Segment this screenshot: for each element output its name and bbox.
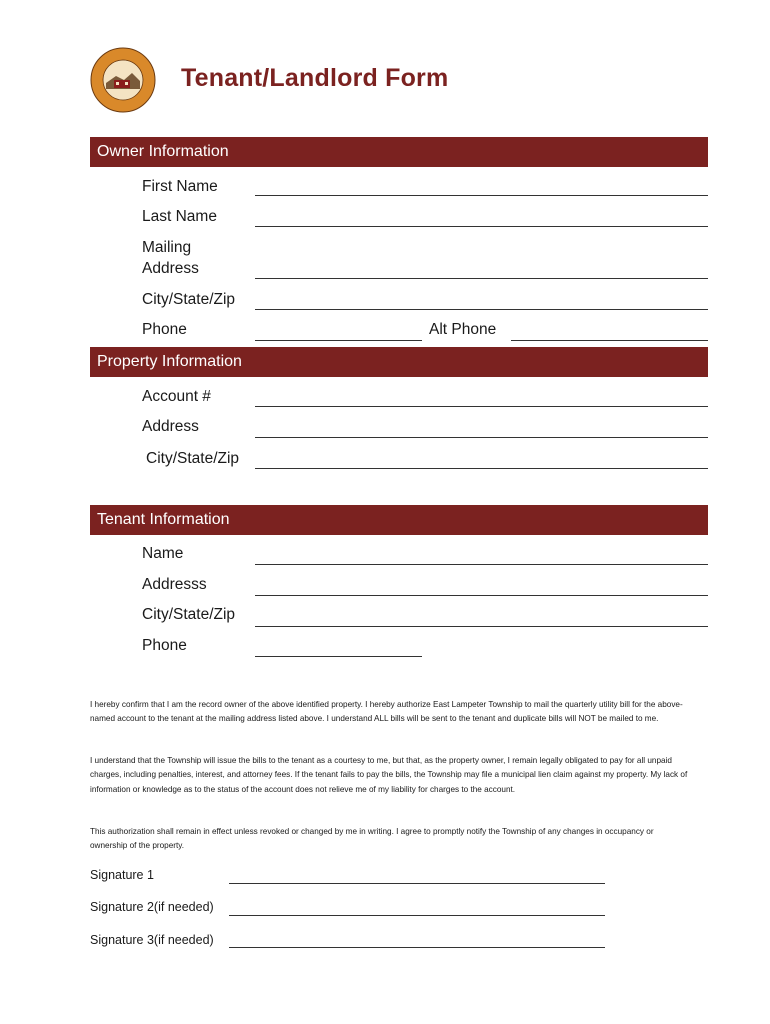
property-address-field[interactable] <box>255 437 708 438</box>
tenant-information-heading: Tenant Information <box>90 505 708 535</box>
obligation-paragraph: I understand that the Township will issue the bills to the tenant as a courtesy to me, but that, as the property owner, I remain legally obligated to pay for all unpaid charges, including penalties, interest, and attorney fees. If the tenant fails to pay the bills, the Township may file a municipal lien claim against my property. My lack of information or knowledge as to the status of the account does not relieve me of my liability for charges to the account. <box>90 756 688 794</box>
township-seal-logo <box>90 47 156 113</box>
tenant-name-field[interactable] <box>255 564 708 565</box>
tenant-phone-label: Phone <box>142 637 187 654</box>
property-address-label: Address <box>142 418 199 435</box>
authorization-paragraph: I hereby confirm that I am the record owner of the above identified property. I hereby authorize East Lampeter Township to mail the quarterly utility bill for the above-named account to the tenant at the mailing address listed above. I understand ALL bills will be sent to the tenant and duplicate bills will NOT be mailed to me. <box>90 700 683 724</box>
property-information-heading: Property Information <box>90 347 708 377</box>
owner-phone-field[interactable] <box>255 340 422 341</box>
property-city-state-zip-field[interactable] <box>255 468 708 469</box>
tenant-city-state-zip-label: City/State/Zip <box>142 606 236 623</box>
tenant-name-label: Name <box>142 545 184 562</box>
signature-1-label: Signature 1 <box>90 868 154 882</box>
signature-2-field[interactable] <box>229 915 605 916</box>
signature-1-field[interactable] <box>229 883 605 884</box>
alt-phone-label: Alt Phone <box>429 321 497 338</box>
account-number-field[interactable] <box>255 406 708 407</box>
signature-3-field[interactable] <box>229 947 605 948</box>
page-title: Tenant/Landlord Form <box>181 64 449 92</box>
last-name-label: Last Name <box>142 208 217 225</box>
account-number-label: Account # <box>142 388 211 405</box>
owner-city-state-zip-field[interactable] <box>255 309 708 310</box>
tenant-city-state-zip-field[interactable] <box>255 626 708 627</box>
alt-phone-field[interactable] <box>511 340 708 341</box>
last-name-field[interactable] <box>255 226 708 227</box>
mailing-address-label-line1: Mailing <box>142 239 192 256</box>
tenant-address-field[interactable] <box>255 595 708 596</box>
signature-3-label: Signature 3(if needed) <box>90 933 214 947</box>
owner-city-state-zip-label: City/State/Zip <box>142 291 236 308</box>
mailing-address-field[interactable] <box>255 278 708 279</box>
first-name-label: First Name <box>142 178 218 195</box>
mailing-address-label-line2: Address <box>142 260 199 277</box>
tenant-address-label: Addresss <box>142 576 207 593</box>
signature-2-label: Signature 2(if needed) <box>90 900 214 914</box>
revocation-paragraph: This authorization shall remain in effect unless revoked or changed by me in writing. I agree to promptly notify the Township of any changes in occupancy or ownership of the property. <box>90 827 654 851</box>
first-name-field[interactable] <box>255 195 708 196</box>
tenant-phone-field[interactable] <box>255 656 422 657</box>
owner-phone-label: Phone <box>142 321 187 338</box>
property-city-state-zip-label: City/State/Zip <box>146 450 240 467</box>
owner-information-heading: Owner Information <box>90 137 708 167</box>
